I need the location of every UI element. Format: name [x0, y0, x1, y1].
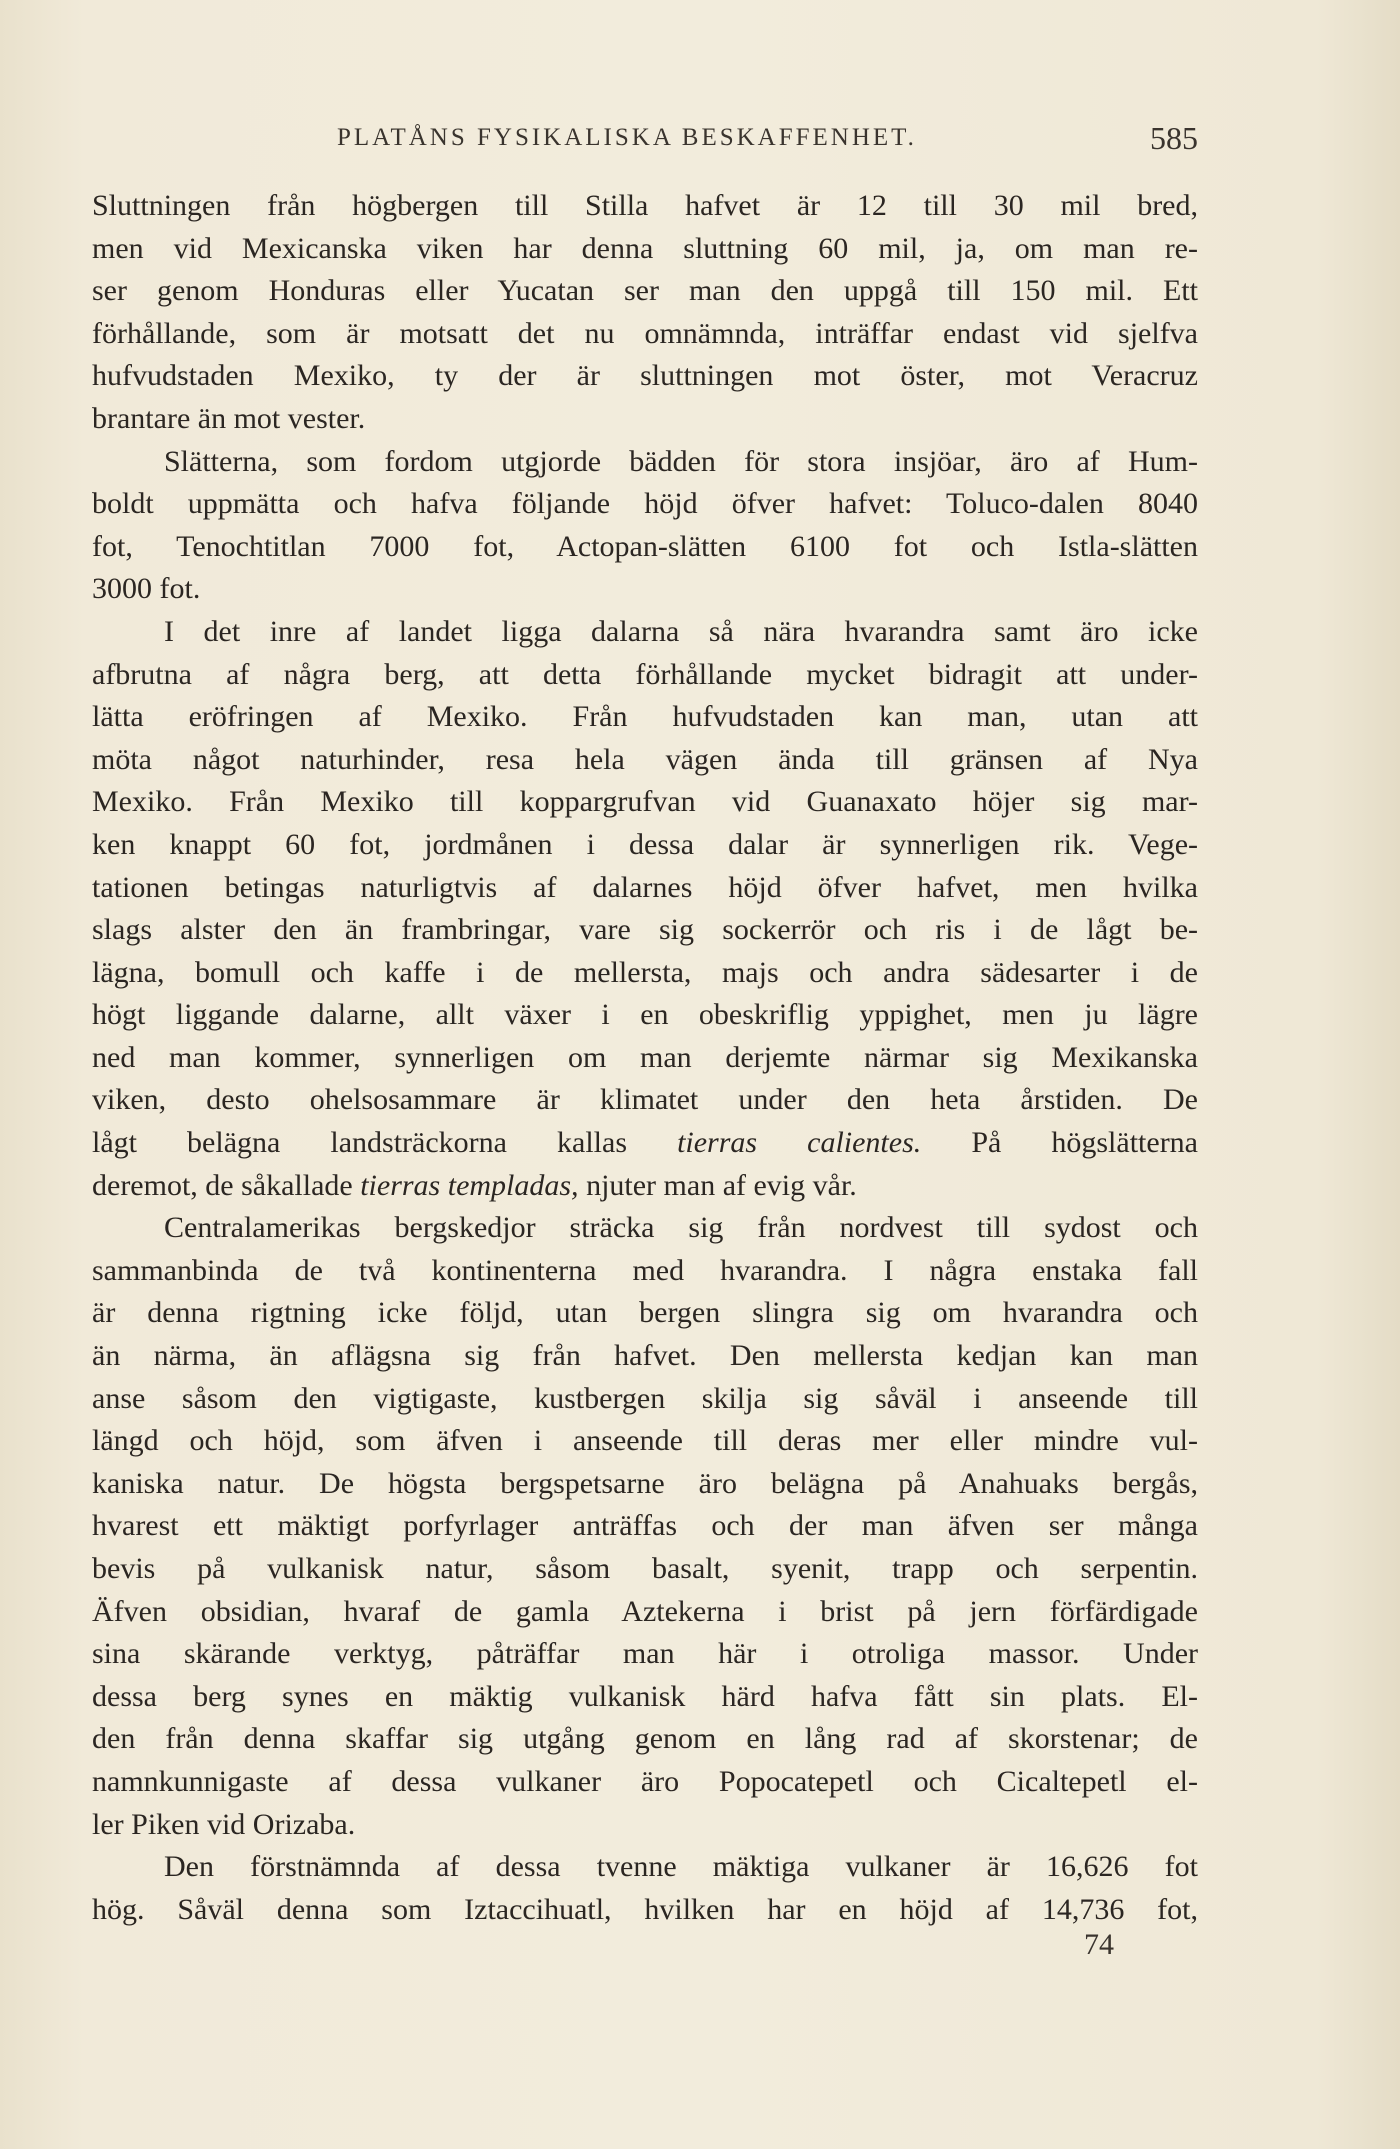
text-line: Den förstnämnda af dessa tvenne mäktiga vulkaner är 16,626 fot — [164, 1850, 1198, 1884]
text-line: 3000 fot. — [92, 572, 201, 606]
text-line: längd och höjd, som äfven i anseende till deras mer eller mindre vul- — [92, 1424, 1198, 1458]
body-text — [92, 185, 1198, 1931]
text-line: dessa berg synes en mäktig vulkanisk härd hafva fått sin plats. El- — [92, 1679, 1198, 1713]
text-segment: njuter man af evig vår. — [586, 1168, 857, 1202]
text-line: afbrutna af några berg, att detta förhållande mycket bidragit att under- — [92, 657, 1198, 691]
text-segment: lågt belägna landsträckorna kallas — [92, 1126, 627, 1160]
text-line: bevis på vulkanisk natur, såsom basalt, syenit, trapp och serpentin. — [92, 1552, 1198, 1585]
text-line: Centralamerikas bergskedjor sträcka sig från nordvest till sydost och — [164, 1211, 1198, 1245]
text-line: än närma, än aflägsna sig från hafvet. Den mellersta kedjan kan man — [92, 1339, 1198, 1373]
text-line: ser genom Honduras eller Yucatan ser man den uppgå till 150 mil. Ett — [92, 274, 1198, 308]
text-line: Mexiko. Från Mexiko till koppargrufvan vid Guanaxato höjer sig mar- — [92, 785, 1198, 819]
text-line: möta något naturhinder, resa hela vägen ända till gränsen af Nya — [92, 742, 1198, 776]
text-line: I det inre af landet ligga dalarna så nära hvarandra samt äro icke — [164, 614, 1198, 648]
text-line: är denna rigtning icke följd, utan bergen slingra sig om hvarandra och — [92, 1296, 1198, 1330]
page-number: 585 — [1150, 120, 1198, 156]
text-line: men vid Mexicanska viken har denna sluttning 60 mil, ja, om man re- — [92, 231, 1198, 265]
signature-mark: 74 — [1084, 1928, 1114, 1961]
text-line: sammanbinda de två kontinenterna med hvarandra. I några enstaka fall — [92, 1253, 1198, 1287]
text-line: namnkunnigaste af dessa vulkaner äro Popocatepetl och Cicaltepetl el- — [92, 1764, 1198, 1798]
text-segment: deremot, de såkallade — [92, 1168, 353, 1202]
text-line: lägna, bomull och kaffe i de mellersta, majs och andra sädesarter i de — [92, 955, 1198, 989]
italic-term: tierras templadas, — [360, 1168, 579, 1202]
running-title: PLATÅNS FYSIKALISKA BESKAFFENHET. — [337, 124, 917, 151]
italic-term: tierras calientes. — [677, 1126, 922, 1160]
text-line: Sluttningen från högbergen till Stilla hafvet är 12 till 30 mil bred, — [92, 189, 1198, 222]
text-line: slags alster den än frambringar, vare sig sockerrör och ris i de lågt be- — [92, 913, 1198, 947]
text-line: högt liggande dalarne, allt växer i en obeskriflig yppighet, men ju lägre — [92, 998, 1198, 1032]
text-line: ken knappt 60 fot, jordmånen i dessa dalar är synnerligen rik. Vege- — [92, 827, 1198, 861]
text-line: boldt uppmätta och hafva följande höjd öfver hafvet: Toluco-dalen 8040 — [92, 487, 1198, 521]
text-line: viken, desto ohelsosammare är klimatet under den heta årstiden. De — [92, 1083, 1198, 1117]
text-line: hufvudstaden Mexiko, ty der är sluttningen mot öster, mot Veracruz — [92, 359, 1198, 393]
text-line: anse såsom den vigtigaste, kustbergen skilja sig såväl i anseende till — [92, 1381, 1198, 1415]
text-line: förhållande, som är motsatt det nu omnämnda, inträffar endast vid sjelfva — [92, 316, 1198, 350]
text-line: den från denna skaffar sig utgång genom en lång rad af skorstenar; de — [92, 1722, 1198, 1756]
text-line-mixed — [92, 1122, 1198, 1165]
text-line: lätta eröfringen af Mexiko. Från hufvudstaden kan man, utan att — [92, 700, 1198, 734]
text-line: hvarest ett mäktigt porfyrlager anträffas och der man äfven ser många — [92, 1509, 1198, 1543]
text-line: kaniska natur. De högsta bergspetsarne äro belägna på Anahuaks bergås, — [92, 1466, 1198, 1500]
text-line: ned man kommer, synnerligen om man derjemte närmar sig Mexikanska — [92, 1040, 1198, 1074]
text-line: hög. Såväl denna som Iztaccihuatl, hvilken har en höjd af 14,736 fot, — [92, 1892, 1198, 1926]
page-header — [92, 120, 1198, 160]
text-line: ler Piken vid Orizaba. — [92, 1807, 356, 1841]
text-line: sina skärande verktyg, påträffar man här i otroliga massor. Under — [92, 1637, 1198, 1671]
text-line-mixed — [92, 1165, 1198, 1208]
text-segment: På högslätterna — [971, 1126, 1198, 1160]
text-line: Slätterna, som fordom utgjorde bädden för stora insjöar, äro af Hum- — [164, 444, 1198, 478]
text-line: fot, Tenochtitlan 7000 fot, Actopan-slätten 6100 fot och Istla-slätten — [92, 529, 1198, 563]
text-line: Äfven obsidian, hvaraf de gamla Aztekerna i brist på jern förfärdigade — [92, 1594, 1198, 1628]
text-line: tationen betingas naturligtvis af dalarnes höjd öfver hafvet, men hvilka — [92, 870, 1198, 904]
text-line: brantare än mot vester. — [92, 401, 366, 435]
